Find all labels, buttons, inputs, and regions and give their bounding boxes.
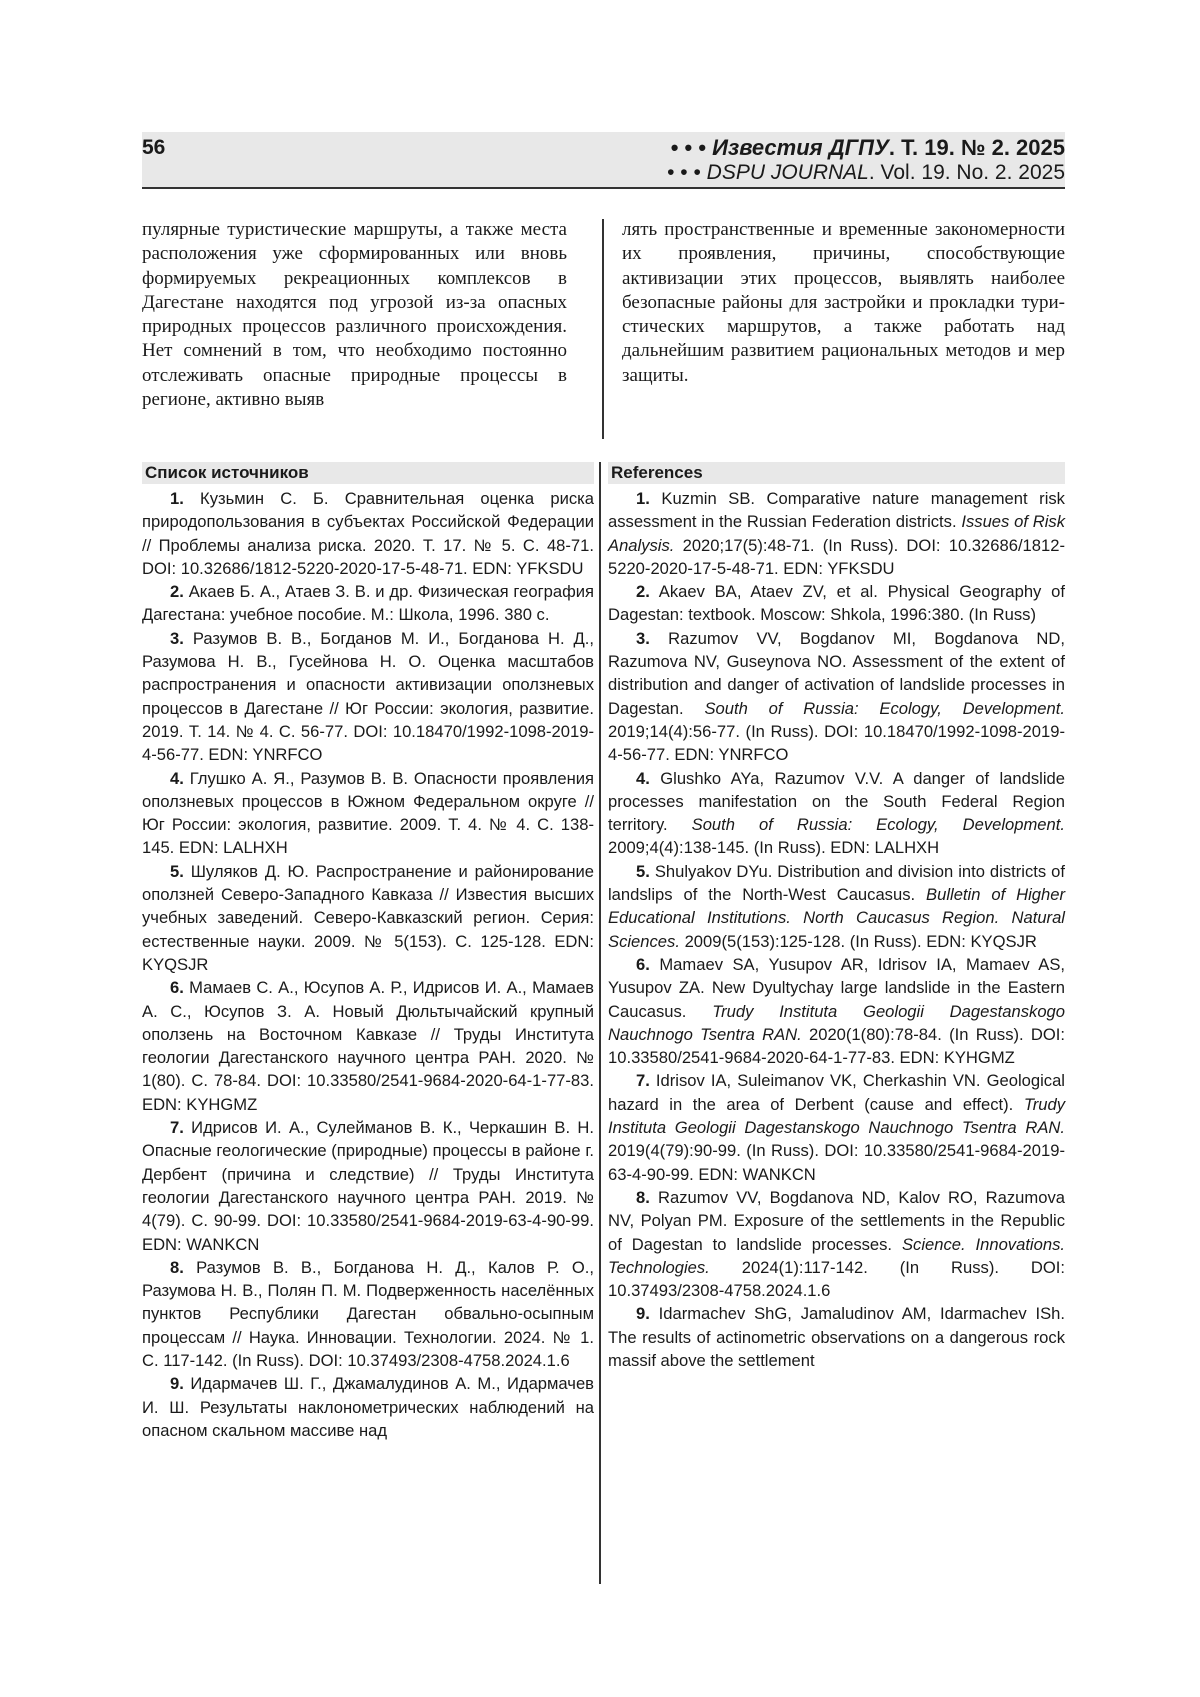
journal-en-issue: . Vol. 19. No. 2. 2025	[869, 161, 1065, 184]
journal-en-name: DSPU JOURNAL	[707, 161, 869, 184]
reference-item	[608, 1069, 1065, 1185]
references-ru-heading: Список источников	[142, 462, 594, 484]
reference-text: 2020;17(5):48-71. (In Russ). DOI: 10.32686/1812-5220-2020-17-5-48-71. EDN: YFKSDU	[608, 536, 1065, 578]
reference-text: Shulyakov DYu. Distribution and division into districts of landslips of the North-West Caucasus.	[608, 862, 1065, 904]
page-number: 56	[142, 136, 165, 160]
reference-text: 2024(1):117-142. (In Russ). DOI: 10.37493/2308-4758.2024.1.6	[608, 1258, 1065, 1300]
reference-text: 2009(5(153):125-128. (In Russ). EDN: KYQSJR	[680, 932, 1037, 951]
reference-text: 2009;4(4):138-145. (In Russ). EDN: LALHXH	[608, 838, 939, 857]
reference-item	[142, 487, 594, 580]
journal-en-prefix: • • •	[667, 161, 707, 184]
reference-item	[608, 1186, 1065, 1302]
reference-text: Akaev BA, Ataev ZV, et al. Physical Geography of Dagestan: textbook. Moscow: Shkola, 1996:380. (In Russ)	[608, 582, 1065, 624]
reference-text: Idarmachev ShG, Jamaludinov AM, Idarma­chev ISh. The results of actinometric observations on a dangerous rock massif above the settlement	[608, 1304, 1065, 1370]
reference-source-title: Bulletin of Higher Educational Institutions. North Caucasus Region. Natural Sciences.	[608, 885, 1065, 951]
reference-number: 6.	[170, 978, 184, 997]
journal-title-ru	[671, 135, 1065, 161]
reference-number: 2.	[636, 582, 650, 601]
reference-item	[608, 627, 1065, 767]
reference-item	[142, 627, 594, 767]
references-en-section	[608, 462, 1065, 1372]
reference-number: 3.	[636, 629, 650, 648]
reference-item	[142, 860, 594, 976]
reference-source-title: Trudy Instituta Geologii Dagestanskogo Nauchnogo Tsentra RAN.	[608, 1095, 1065, 1137]
reference-text: Razumov VV, Bogdanova ND, Kalov RO, Razumova NV, Polyan PM. Exposure of the settle­ments in the Republic of Dagestan to landslide processes.	[608, 1188, 1065, 1254]
reference-number: 9.	[170, 1374, 184, 1393]
reference-item	[142, 1116, 594, 1256]
reference-text: Идрисов И. А., Сулейманов В. К., Черкашин В. Н. Опасные геологические (природные) процес­сы в районе г. Дербент (причина и следствие) // Труды Института геологии Дагестанского научного центра РАН. 2019. № 4(79). С. 90-99. DOI: 10.33580/2541-9684-2019-63-4-90-99. EDN: WANKCN	[142, 1118, 594, 1253]
reference-item	[608, 767, 1065, 860]
journal-ru-name: Известия ДГПУ	[712, 135, 889, 160]
reference-number: 8.	[170, 1258, 184, 1277]
reference-source-title: South of Russia: Ecology, De­velopment.	[692, 815, 1065, 834]
references-ru-list	[142, 487, 594, 1442]
reference-text: 2019;14(4):56-77. (In Russ). DOI: 10.18470/1992-1098-2019-4-56-77. EDN: YNRFCO	[608, 722, 1065, 764]
reference-number: 8.	[636, 1188, 650, 1207]
reference-item	[142, 767, 594, 860]
reference-number: 1.	[636, 489, 650, 508]
reference-text: Разумов В. В., Богданова Н. Д., Калов Р. О., Разумова Н. В., Полян П. М. Подверженность населённых пунктов Республики Дагестан обваль­но-осыпным процессам // Наука. Инновации. Технологии. 2024. № 1. С. 117-142. (In Russ). DOI: 10.37493/2308-4758.2024.1.6	[142, 1258, 594, 1370]
reference-text: Акаев Б. А., Атаев З. В. и др. Физическая гео­графия Дагестана: учебное пособие. М.: Школа, 1996. 380 с.	[142, 582, 594, 624]
reference-text: Kuzmin SB. Comparative nature manage­ment risk assessment in the Russian Federation districts.	[608, 489, 1065, 531]
reference-number: 7.	[170, 1118, 184, 1137]
reference-text: Идармачев Ш. Г., Джамалудинов А. М., Идармачев И. Ш. Результаты наклонометрических наблюдений на опасном скальном массиве над	[142, 1374, 594, 1440]
reference-item	[142, 976, 594, 1116]
reference-number: 6.	[636, 955, 650, 974]
column-divider	[602, 219, 604, 439]
reference-source-title: Science. Innovations. Technologies.	[608, 1235, 1065, 1277]
reference-text: 2020(1(80):78-84. (In Russ). DOI: 10.33580/2541-9684-2020-64-1-77-83. EDN: KYHGMZ	[608, 1025, 1065, 1067]
journal-ru-prefix: • • •	[671, 135, 712, 160]
reference-text: Шуляков Д. Ю. Распространение и райони­рование оползней Северо-Западного Кавказа // Известия высших учебных заведений. Северо-Кавказский регион. Серия: естественные науки. 2009. № 5(153). С. 125-128. EDN: KYQSJR	[142, 862, 594, 974]
reference-text: 2019(4(79):90-99. (In Russ). DOI: 10.33580/2541-9684-2019-63-4-90-99. EDN: WANKCN	[608, 1141, 1065, 1183]
reference-text: Глушко А. Я., Разумов В. В. Опасности про­явления оползневых процессов в Южном Феде­ральном округе // Юг России: экология, развитие. 2009. Т. 4. № 4. С. 138-145. EDN: LALHXH	[142, 769, 594, 858]
references-divider	[599, 462, 601, 1584]
page-header	[142, 132, 1065, 189]
reference-source-title: Trudy Instituta Geologii Dagestanskogo Nauchnogo Tsentra RAN.	[608, 1002, 1065, 1044]
reference-number: 2.	[170, 582, 184, 601]
reference-number: 5.	[636, 862, 650, 881]
reference-text: Мамаев С. А., Юсупов А. Р., Идрисов И. А., Мамаев А. С., Юсупов З. А. Новый Дюльтычайский крупный оползень на Восточном Кавказе // Труды Института геологии Дагестанского научного центра РАН. 2020. № 1(80). С. 78-84. DOI: 10.33580/2541-9684-2020-64-1-77-83. EDN: KYHGMZ	[142, 978, 594, 1113]
reference-source-title: Issues of Risk Analysis.	[608, 512, 1065, 554]
reference-source-title: South of Russia: Ecology, Development.	[704, 699, 1065, 718]
references-en-list	[608, 487, 1065, 1372]
journal-title-en	[667, 161, 1065, 185]
reference-number: 1.	[170, 489, 184, 508]
references-en-heading: References	[608, 462, 1065, 484]
reference-text: Кузьмин С. Б. Сравнительная оценка риска природопользования в субъектах Российской Фе­дерации // Проблемы анализа риска. 2020. Т. 17. № 5. С. 48-71. DOI: 10.32686/1812-5220-2020-17-5-48-71. EDN: YFKSDU	[142, 489, 594, 578]
reference-item	[142, 1372, 594, 1442]
reference-item	[608, 487, 1065, 580]
reference-item	[608, 1302, 1065, 1372]
reference-number: 3.	[170, 629, 184, 648]
body-text-left-column: пулярные туристические маршруты, а также места расположения уже сформи­рованных или вновь формируемых рекре­ационных комплексов в Дагестане нахо­дятся под угрозой из-за опасных природ­ных процессов различного происхожде­ния. Нет сомнений в том, что необходимо постоянно отслеживать опасные природ­ные процессы в регионе, активно выяв­	[142, 218, 567, 412]
reference-item	[608, 580, 1065, 627]
reference-number: 4.	[636, 769, 650, 788]
reference-text: Разумов В. В., Богданов М. И., Богданова Н. Д., Разумова Н. В., Гусейнова Н. О. Оценка масштабов распространения и опасности активи­зации оползневых процессов в Дагестане // Юг России: экология, развитие. 2019. Т. 14. № 4. С. 56-77. DOI: 10.18470/1992-1098-2019-4-56-77. EDN: YNRFCO	[142, 629, 594, 764]
references-ru-section	[142, 462, 594, 1442]
reference-text: Idrisov IA, Suleimanov VK, Cherkashin VN. Geological hazard in the area of Derbent (cause and effect).	[608, 1071, 1065, 1113]
journal-ru-issue: . Т. 19. № 2. 2025	[889, 135, 1065, 160]
reference-item	[142, 1256, 594, 1372]
reference-text: Mamaev SA, Yusupov AR, Idrisov IA, Mamaev AS, Yusupov ZA. New Dyultychay large landslide in the Eastern Caucasus.	[608, 955, 1065, 1021]
reference-number: 5.	[170, 862, 184, 881]
body-text-right-column: лять пространственные и временные за­кономерности их проявления, причины, способствующие активизации этих про­цессов, выявлять наиболее безопасные районы для застройки и прокладки тури­стических маршрутов, а также работать над дальнейшим развитием рациональ­ных методов и мер защиты.	[622, 218, 1065, 388]
reference-number: 7.	[636, 1071, 650, 1090]
reference-text: Razumov VV, Bogdanov MI, Bogdanova ND, Razumova NV, Guseynova NO. Assessment of the extent of distribution and danger of activation of landslide processes in Dagestan.	[608, 629, 1065, 718]
journal-page	[0, 0, 1200, 1697]
reference-item	[608, 860, 1065, 953]
reference-number: 9.	[636, 1304, 650, 1323]
reference-item	[142, 580, 594, 627]
reference-number: 4.	[170, 769, 184, 788]
reference-text: Glushko AYa, Razumov V.V. A danger of land­slide processes manifestation on the South Feder­al Region territory.	[608, 769, 1065, 835]
reference-item	[608, 953, 1065, 1069]
